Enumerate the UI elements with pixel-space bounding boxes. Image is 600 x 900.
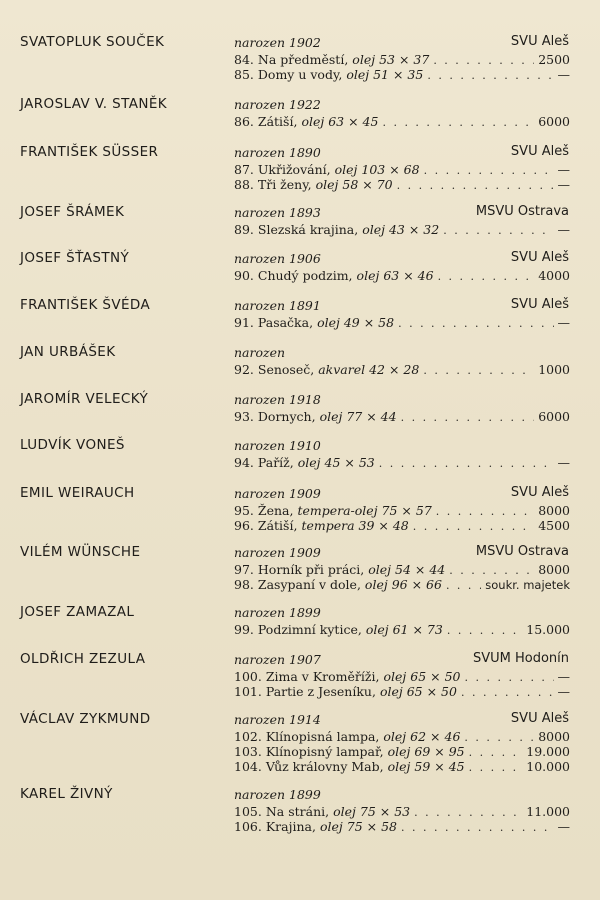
work-medium: olej 63 × 46 — [356, 268, 434, 283]
owner-label: SVU Aleš — [510, 485, 569, 500]
birth-year: narozen 1914 — [234, 712, 321, 727]
work-title: Zima v Kroměříži, — [265, 669, 380, 684]
work-medium: olej 49 × 58 — [317, 315, 395, 330]
work-title: Zasypaní v dole, — [257, 577, 361, 592]
work-medium: olej 45 × 53 — [297, 455, 375, 470]
work-row — [234, 503, 570, 518]
birth-year: narozen 1899 — [234, 605, 321, 620]
birth-year: narozen 1902 — [234, 35, 321, 50]
work-medium: olej 103 × 68 — [334, 162, 420, 177]
work-row — [234, 177, 570, 192]
work-price: — — [557, 669, 570, 684]
dot-leader — [449, 563, 534, 578]
artist-name: JOSEF ŠRÁMEK — [20, 204, 125, 220]
work-number: 105. — [234, 804, 262, 819]
dot-leader — [398, 316, 553, 331]
work-title: Klínopisný lampař, — [265, 744, 384, 759]
dot-leader — [379, 456, 554, 471]
work-row — [234, 759, 570, 774]
work-medium: tempera 39 × 48 — [301, 518, 409, 533]
work-price: — — [557, 315, 570, 330]
work-row — [234, 729, 570, 744]
work-number: 91. — [234, 315, 254, 330]
work-price: 8000 — [538, 729, 570, 744]
work-row — [234, 804, 570, 819]
works-list — [234, 222, 570, 237]
work-title: Zátiší, — [257, 114, 298, 129]
work-medium: olej 65 × 50 — [383, 669, 461, 684]
work-row — [234, 409, 570, 424]
work-row — [234, 222, 570, 237]
work-number: 93. — [234, 409, 254, 424]
work-price: 4500 — [538, 518, 570, 533]
work-price: 4000 — [538, 268, 570, 283]
work-title: Slezská krajina, — [257, 222, 359, 237]
work-medium: olej 43 × 32 — [362, 222, 440, 237]
work-number: 88. — [234, 177, 254, 192]
work-number: 98. — [234, 577, 254, 592]
dot-leader — [427, 68, 553, 83]
dot-leader — [464, 670, 553, 685]
work-medium: olej 51 × 35 — [346, 67, 424, 82]
dot-leader — [414, 805, 522, 820]
work-price: 11.000 — [526, 804, 570, 819]
artist-name: FRANTIŠEK ŠVÉDA — [20, 297, 151, 313]
artist-name: JAROSLAV V. STANĚK — [20, 96, 168, 112]
dot-leader — [397, 178, 554, 193]
work-row — [234, 744, 570, 759]
owner-label: SVU Aleš — [510, 250, 569, 265]
owner-label: SVU Aleš — [510, 297, 569, 312]
owner-label: MSVU Ostrava — [475, 544, 569, 559]
artist-name: JOSEF ŠŤASTNÝ — [20, 250, 130, 266]
work-price: — — [557, 162, 570, 177]
artist-name: VÁCLAV ZYKMUND — [20, 711, 151, 727]
owner-label: SVU Aleš — [510, 34, 569, 49]
works-list — [234, 114, 570, 129]
birth-year: narozen 1909 — [234, 486, 321, 501]
dot-leader — [401, 410, 535, 425]
work-price: soukr. majetek — [485, 578, 570, 592]
work-number: 96. — [234, 518, 254, 533]
work-title: Ukřižování, — [257, 162, 331, 177]
work-number: 100. — [234, 669, 262, 684]
work-medium: olej 59 × 45 — [387, 759, 465, 774]
work-row — [234, 315, 570, 330]
dot-leader — [413, 519, 534, 534]
artist-name: VILÉM WÜNSCHE — [20, 544, 141, 560]
work-medium: olej 75 × 53 — [333, 804, 411, 819]
work-number: 106. — [234, 819, 262, 834]
birth-year: narozen — [234, 345, 286, 360]
work-price: 2500 — [538, 52, 570, 67]
work-number: 102. — [234, 729, 262, 744]
work-row — [234, 819, 570, 834]
work-row — [234, 577, 570, 592]
work-medium: olej 77 × 44 — [319, 409, 397, 424]
artist-name: JAN URBÁŠEK — [20, 344, 116, 360]
works-list — [234, 162, 570, 192]
dot-leader — [461, 685, 554, 700]
dot-leader — [464, 730, 534, 745]
work-medium: olej 53 × 37 — [352, 52, 430, 67]
work-row — [234, 268, 570, 283]
work-row — [234, 684, 570, 699]
work-number: 92. — [234, 362, 254, 377]
work-price: 8000 — [538, 562, 570, 577]
work-title: Na předměstí, — [257, 52, 349, 67]
work-medium: olej 54 × 44 — [368, 562, 446, 577]
owner-label: SVU Aleš — [510, 144, 569, 159]
work-number: 104. — [234, 759, 262, 774]
work-number: 101. — [234, 684, 262, 699]
dot-leader — [469, 760, 523, 775]
birth-year: narozen 1906 — [234, 251, 321, 266]
works-list — [234, 669, 570, 699]
work-price: — — [557, 684, 570, 699]
work-number: 86. — [234, 114, 254, 129]
birth-year: narozen 1918 — [234, 392, 321, 407]
work-price: 19.000 — [526, 744, 570, 759]
artist-name: OLDŘICH ZEZULA — [20, 651, 146, 667]
artist-name: LUDVÍK VONEŠ — [20, 437, 125, 453]
work-title: Vůz královny Mab, — [265, 759, 384, 774]
birth-year: narozen 1899 — [234, 787, 321, 802]
work-price: — — [557, 455, 570, 470]
works-list — [234, 268, 570, 283]
dot-leader — [469, 745, 523, 760]
work-medium: olej 96 × 66 — [364, 577, 442, 592]
dot-leader — [436, 504, 534, 519]
dot-leader — [382, 115, 534, 130]
birth-year: narozen 1890 — [234, 145, 321, 160]
work-medium: olej 58 × 70 — [315, 177, 393, 192]
work-number: 103. — [234, 744, 262, 759]
work-price: 8000 — [538, 503, 570, 518]
dot-leader — [447, 623, 522, 638]
work-number: 89. — [234, 222, 254, 237]
artist-name: JOSEF ZAMAZAL — [20, 604, 135, 620]
work-title: Podzimní kytice, — [257, 622, 362, 637]
dot-leader — [446, 578, 481, 593]
work-medium: olej 62 × 46 — [383, 729, 461, 744]
owner-label: SVU Aleš — [510, 711, 569, 726]
work-row — [234, 362, 570, 377]
work-title: Senoseč, — [257, 362, 315, 377]
dot-leader — [401, 820, 554, 835]
work-row — [234, 622, 570, 637]
works-list — [234, 362, 570, 377]
birth-year: narozen 1891 — [234, 298, 321, 313]
work-title: Partie z Jeseníku, — [265, 684, 376, 699]
dot-leader — [423, 363, 534, 378]
birth-year: narozen 1907 — [234, 652, 321, 667]
work-title: Dornych, — [257, 409, 316, 424]
work-row — [234, 162, 570, 177]
work-title: Na stráni, — [265, 804, 330, 819]
work-medium: tempera-olej 75 × 57 — [297, 503, 432, 518]
work-number: 87. — [234, 162, 254, 177]
works-list — [234, 622, 570, 637]
work-price: 6000 — [538, 114, 570, 129]
works-list — [234, 409, 570, 424]
work-medium: olej 61 × 73 — [365, 622, 443, 637]
work-number: 85. — [234, 67, 254, 82]
work-title: Krajina, — [265, 819, 316, 834]
artist-name: KAREL ŽIVNÝ — [20, 786, 113, 802]
work-price: 6000 — [538, 409, 570, 424]
work-title: Domy u vody, — [257, 67, 343, 82]
work-title: Klínopisná lampa, — [265, 729, 380, 744]
work-price: — — [557, 819, 570, 834]
artist-name: SVATOPLUK SOUČEK — [20, 34, 165, 50]
work-number: 95. — [234, 503, 254, 518]
works-list — [234, 804, 570, 834]
work-price: — — [557, 222, 570, 237]
birth-year: narozen 1909 — [234, 545, 321, 560]
work-title: Chudý podzim, — [257, 268, 353, 283]
dot-leader — [433, 53, 534, 68]
works-list — [234, 729, 570, 774]
owner-label: SVUM Hodonín — [472, 651, 569, 666]
work-row — [234, 669, 570, 684]
work-number: 84. — [234, 52, 254, 67]
works-list — [234, 562, 570, 592]
work-price: 1000 — [538, 362, 570, 377]
work-row — [234, 455, 570, 470]
artist-name: EMIL WEIRAUCH — [20, 485, 135, 501]
owner-label: MSVU Ostrava — [475, 204, 569, 219]
work-price: — — [557, 177, 570, 192]
birth-year: narozen 1922 — [234, 97, 321, 112]
work-number: 94. — [234, 455, 254, 470]
work-title: Tři ženy, — [257, 177, 312, 192]
dot-leader — [424, 163, 554, 178]
work-row — [234, 518, 570, 533]
works-list — [234, 315, 570, 330]
work-title: Paříž, — [257, 455, 294, 470]
work-medium: olej 75 × 58 — [319, 819, 397, 834]
works-list — [234, 455, 570, 470]
work-number: 99. — [234, 622, 254, 637]
work-medium: olej 69 × 95 — [387, 744, 465, 759]
work-row — [234, 52, 570, 67]
work-title: Zátiší, — [257, 518, 298, 533]
work-price: — — [557, 67, 570, 82]
dot-leader — [443, 223, 553, 238]
works-list — [234, 503, 570, 533]
artist-name: FRANTIŠEK SÜSSER — [20, 144, 159, 160]
work-title: Pasačka, — [257, 315, 314, 330]
work-title: Horník při práci, — [257, 562, 365, 577]
work-row — [234, 562, 570, 577]
work-medium: olej 63 × 45 — [301, 114, 379, 129]
works-list — [234, 52, 570, 82]
work-number: 90. — [234, 268, 254, 283]
birth-year: narozen 1893 — [234, 205, 321, 220]
work-row — [234, 67, 570, 82]
work-row — [234, 114, 570, 129]
artist-name: JAROMÍR VELECKÝ — [20, 391, 149, 407]
birth-year: narozen 1910 — [234, 438, 321, 453]
work-medium: akvarel 42 × 28 — [318, 362, 420, 377]
work-number: 97. — [234, 562, 254, 577]
work-price: 15.000 — [526, 622, 570, 637]
dot-leader — [438, 269, 535, 284]
work-title: Žena, — [257, 503, 294, 518]
work-medium: olej 65 × 50 — [379, 684, 457, 699]
work-price: 10.000 — [526, 759, 570, 774]
